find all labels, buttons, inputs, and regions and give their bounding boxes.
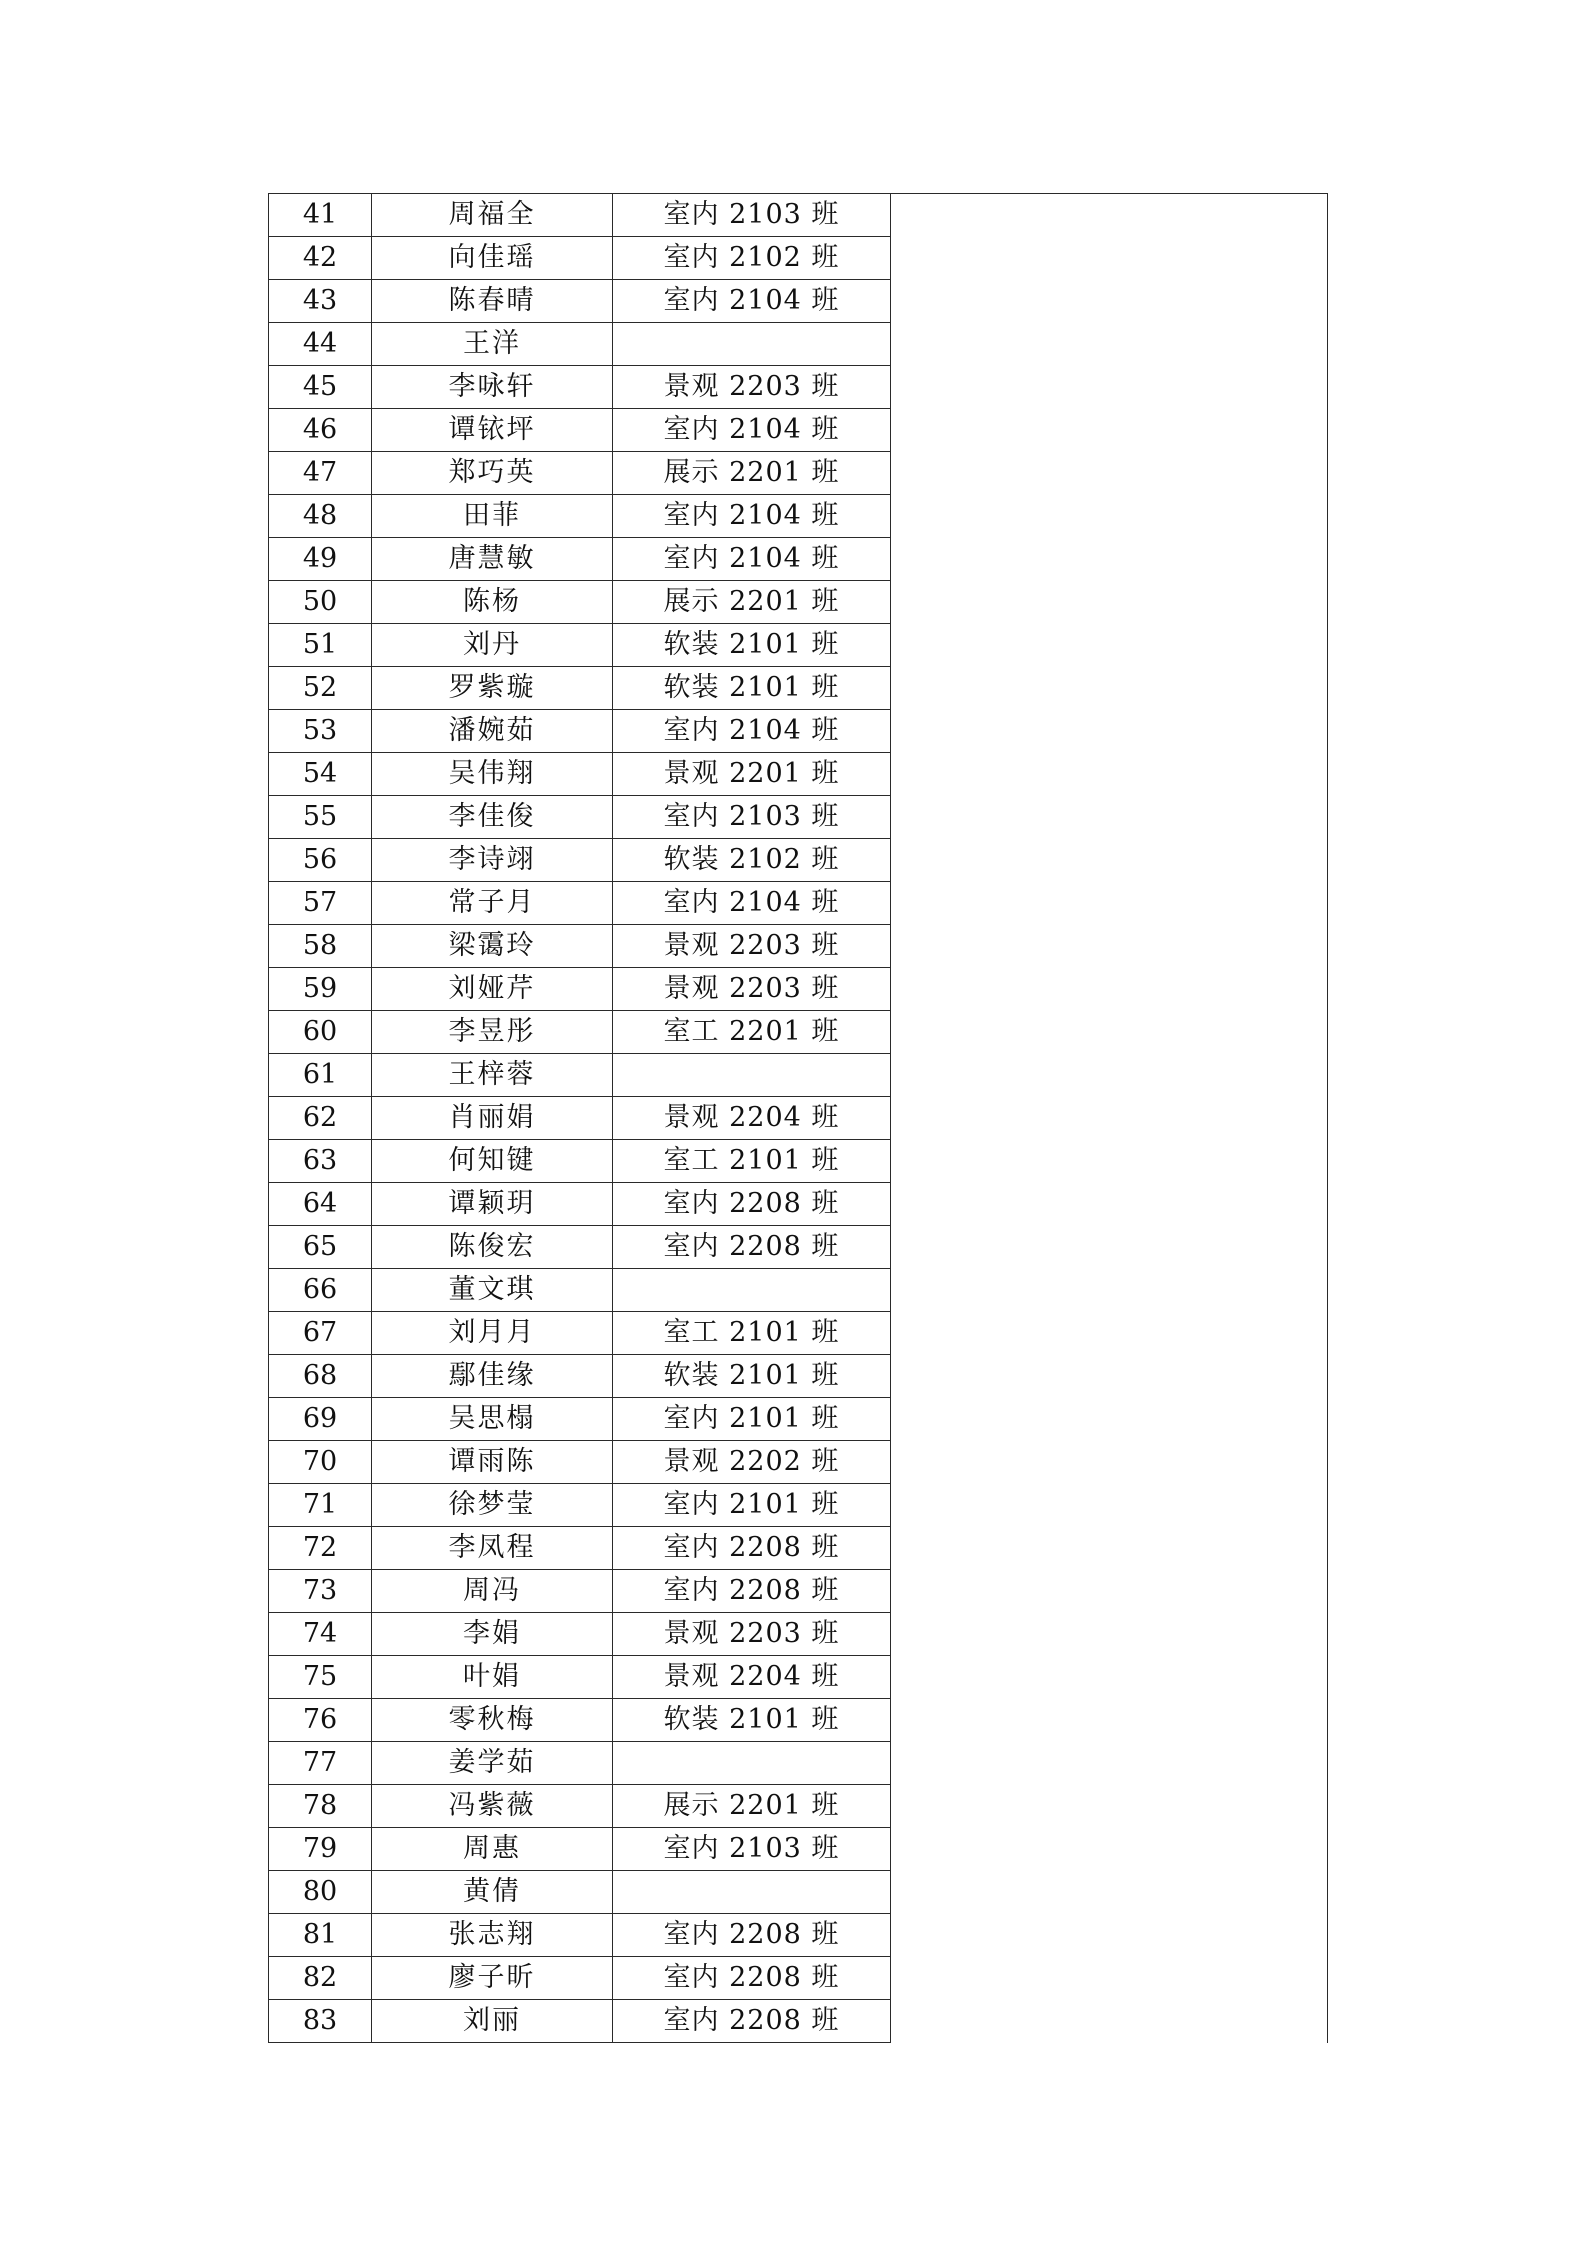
- student-name-cell: 廖子昕: [372, 1957, 613, 2000]
- class-cell: 展示 2201 班: [613, 1785, 891, 1828]
- class-cell: 景观 2203 班: [613, 968, 891, 1011]
- student-name-cell: 谭雨陈: [372, 1441, 613, 1484]
- class-cell: 室内 2104 班: [613, 495, 891, 538]
- table-row: [269, 194, 1328, 237]
- student-name-cell: 王梓蓉: [372, 1054, 613, 1097]
- class-cell: 室内 2104 班: [613, 409, 891, 452]
- row-number-cell: 76: [269, 1699, 372, 1742]
- row-number-cell: 55: [269, 796, 372, 839]
- student-name-cell: 董文琪: [372, 1269, 613, 1312]
- row-number-cell: 77: [269, 1742, 372, 1785]
- student-name-cell: 肖丽娟: [372, 1097, 613, 1140]
- student-name-cell: 零秋梅: [372, 1699, 613, 1742]
- row-number-cell: 45: [269, 366, 372, 409]
- row-number-cell: 82: [269, 1957, 372, 2000]
- student-name-cell: 周惠: [372, 1828, 613, 1871]
- class-cell: 展示 2201 班: [613, 452, 891, 495]
- student-name-cell: 谭铱坪: [372, 409, 613, 452]
- row-number-cell: 47: [269, 452, 372, 495]
- row-number-cell: 67: [269, 1312, 372, 1355]
- class-cell: 景观 2203 班: [613, 1613, 891, 1656]
- class-cell: 室内 2208 班: [613, 1570, 891, 1613]
- class-cell: 软装 2101 班: [613, 1699, 891, 1742]
- class-cell: 室内 2103 班: [613, 796, 891, 839]
- row-number-cell: 51: [269, 624, 372, 667]
- roster-table-body: [269, 194, 1328, 2043]
- row-number-cell: 83: [269, 2000, 372, 2043]
- row-number-cell: 60: [269, 1011, 372, 1054]
- class-cell: 软装 2102 班: [613, 839, 891, 882]
- student-name-cell: 李昱彤: [372, 1011, 613, 1054]
- class-cell: 室内 2104 班: [613, 280, 891, 323]
- class-cell: 景观 2204 班: [613, 1097, 891, 1140]
- row-number-cell: 64: [269, 1183, 372, 1226]
- student-name-cell: 徐梦莹: [372, 1484, 613, 1527]
- student-name-cell: 黄倩: [372, 1871, 613, 1914]
- class-cell: 景观 2201 班: [613, 753, 891, 796]
- class-cell: 室内 2103 班: [613, 194, 891, 237]
- class-cell: 景观 2203 班: [613, 366, 891, 409]
- class-cell: 软装 2101 班: [613, 1355, 891, 1398]
- row-number-cell: 68: [269, 1355, 372, 1398]
- class-cell: 室内 2208 班: [613, 2000, 891, 2043]
- row-number-cell: 56: [269, 839, 372, 882]
- student-name-cell: 李佳俊: [372, 796, 613, 839]
- student-name-cell: 谭颖玥: [372, 1183, 613, 1226]
- class-cell: [613, 1742, 891, 1785]
- class-cell: 室内 2104 班: [613, 538, 891, 581]
- class-cell: [613, 1054, 891, 1097]
- row-number-cell: 72: [269, 1527, 372, 1570]
- class-cell: 软装 2101 班: [613, 667, 891, 710]
- remark-cell: [891, 194, 1328, 2043]
- class-cell: 室内 2208 班: [613, 1957, 891, 2000]
- student-name-cell: 鄢佳缘: [372, 1355, 613, 1398]
- student-name-cell: 吴伟翔: [372, 753, 613, 796]
- row-number-cell: 79: [269, 1828, 372, 1871]
- student-name-cell: 冯紫薇: [372, 1785, 613, 1828]
- class-cell: [613, 1269, 891, 1312]
- row-number-cell: 54: [269, 753, 372, 796]
- row-number-cell: 52: [269, 667, 372, 710]
- row-number-cell: 44: [269, 323, 372, 366]
- student-name-cell: 陈杨: [372, 581, 613, 624]
- class-cell: 室工 2101 班: [613, 1312, 891, 1355]
- student-name-cell: 刘丽: [372, 2000, 613, 2043]
- student-name-cell: 刘娅芹: [372, 968, 613, 1011]
- row-number-cell: 78: [269, 1785, 372, 1828]
- row-number-cell: 65: [269, 1226, 372, 1269]
- row-number-cell: 43: [269, 280, 372, 323]
- student-name-cell: 李娟: [372, 1613, 613, 1656]
- class-cell: 室内 2101 班: [613, 1484, 891, 1527]
- student-name-cell: 王洋: [372, 323, 613, 366]
- class-cell: 景观 2203 班: [613, 925, 891, 968]
- row-number-cell: 42: [269, 237, 372, 280]
- student-name-cell: 李凤程: [372, 1527, 613, 1570]
- class-cell: 景观 2204 班: [613, 1656, 891, 1699]
- student-name-cell: 叶娟: [372, 1656, 613, 1699]
- class-cell: [613, 323, 891, 366]
- student-name-cell: 常子月: [372, 882, 613, 925]
- student-name-cell: 郑巧英: [372, 452, 613, 495]
- row-number-cell: 81: [269, 1914, 372, 1957]
- student-name-cell: 田菲: [372, 495, 613, 538]
- class-cell: 室内 2104 班: [613, 710, 891, 753]
- class-cell: 室内 2208 班: [613, 1914, 891, 1957]
- class-cell: 室内 2208 班: [613, 1527, 891, 1570]
- class-cell: 室内 2103 班: [613, 1828, 891, 1871]
- student-name-cell: 唐慧敏: [372, 538, 613, 581]
- student-name-cell: 吴思榻: [372, 1398, 613, 1441]
- row-number-cell: 73: [269, 1570, 372, 1613]
- row-number-cell: 53: [269, 710, 372, 753]
- roster-table: [268, 193, 1328, 2043]
- row-number-cell: 59: [269, 968, 372, 1011]
- student-name-cell: 陈俊宏: [372, 1226, 613, 1269]
- class-cell: 展示 2201 班: [613, 581, 891, 624]
- class-cell: 室内 2101 班: [613, 1398, 891, 1441]
- row-number-cell: 71: [269, 1484, 372, 1527]
- class-cell: 室内 2104 班: [613, 882, 891, 925]
- row-number-cell: 74: [269, 1613, 372, 1656]
- student-name-cell: 何知键: [372, 1140, 613, 1183]
- student-name-cell: 李咏轩: [372, 366, 613, 409]
- student-name-cell: 刘丹: [372, 624, 613, 667]
- row-number-cell: 69: [269, 1398, 372, 1441]
- class-cell: [613, 1871, 891, 1914]
- student-name-cell: 潘婉茹: [372, 710, 613, 753]
- student-name-cell: 罗紫璇: [372, 667, 613, 710]
- row-number-cell: 70: [269, 1441, 372, 1484]
- row-number-cell: 41: [269, 194, 372, 237]
- row-number-cell: 80: [269, 1871, 372, 1914]
- row-number-cell: 66: [269, 1269, 372, 1312]
- row-number-cell: 48: [269, 495, 372, 538]
- class-cell: 软装 2101 班: [613, 624, 891, 667]
- row-number-cell: 62: [269, 1097, 372, 1140]
- class-cell: 室工 2101 班: [613, 1140, 891, 1183]
- student-name-cell: 周冯: [372, 1570, 613, 1613]
- class-cell: 景观 2202 班: [613, 1441, 891, 1484]
- student-name-cell: 姜学茹: [372, 1742, 613, 1785]
- row-number-cell: 63: [269, 1140, 372, 1183]
- student-name-cell: 向佳瑶: [372, 237, 613, 280]
- class-cell: 室内 2208 班: [613, 1183, 891, 1226]
- student-name-cell: 李诗翊: [372, 839, 613, 882]
- student-name-cell: 刘月月: [372, 1312, 613, 1355]
- student-name-cell: 陈春晴: [372, 280, 613, 323]
- class-cell: 室内 2102 班: [613, 237, 891, 280]
- class-cell: 室内 2208 班: [613, 1226, 891, 1269]
- student-name-cell: 周福全: [372, 194, 613, 237]
- class-cell: 室工 2201 班: [613, 1011, 891, 1054]
- row-number-cell: 46: [269, 409, 372, 452]
- row-number-cell: 57: [269, 882, 372, 925]
- student-name-cell: 梁霭玲: [372, 925, 613, 968]
- row-number-cell: 50: [269, 581, 372, 624]
- row-number-cell: 61: [269, 1054, 372, 1097]
- row-number-cell: 75: [269, 1656, 372, 1699]
- row-number-cell: 58: [269, 925, 372, 968]
- student-name-cell: 张志翔: [372, 1914, 613, 1957]
- row-number-cell: 49: [269, 538, 372, 581]
